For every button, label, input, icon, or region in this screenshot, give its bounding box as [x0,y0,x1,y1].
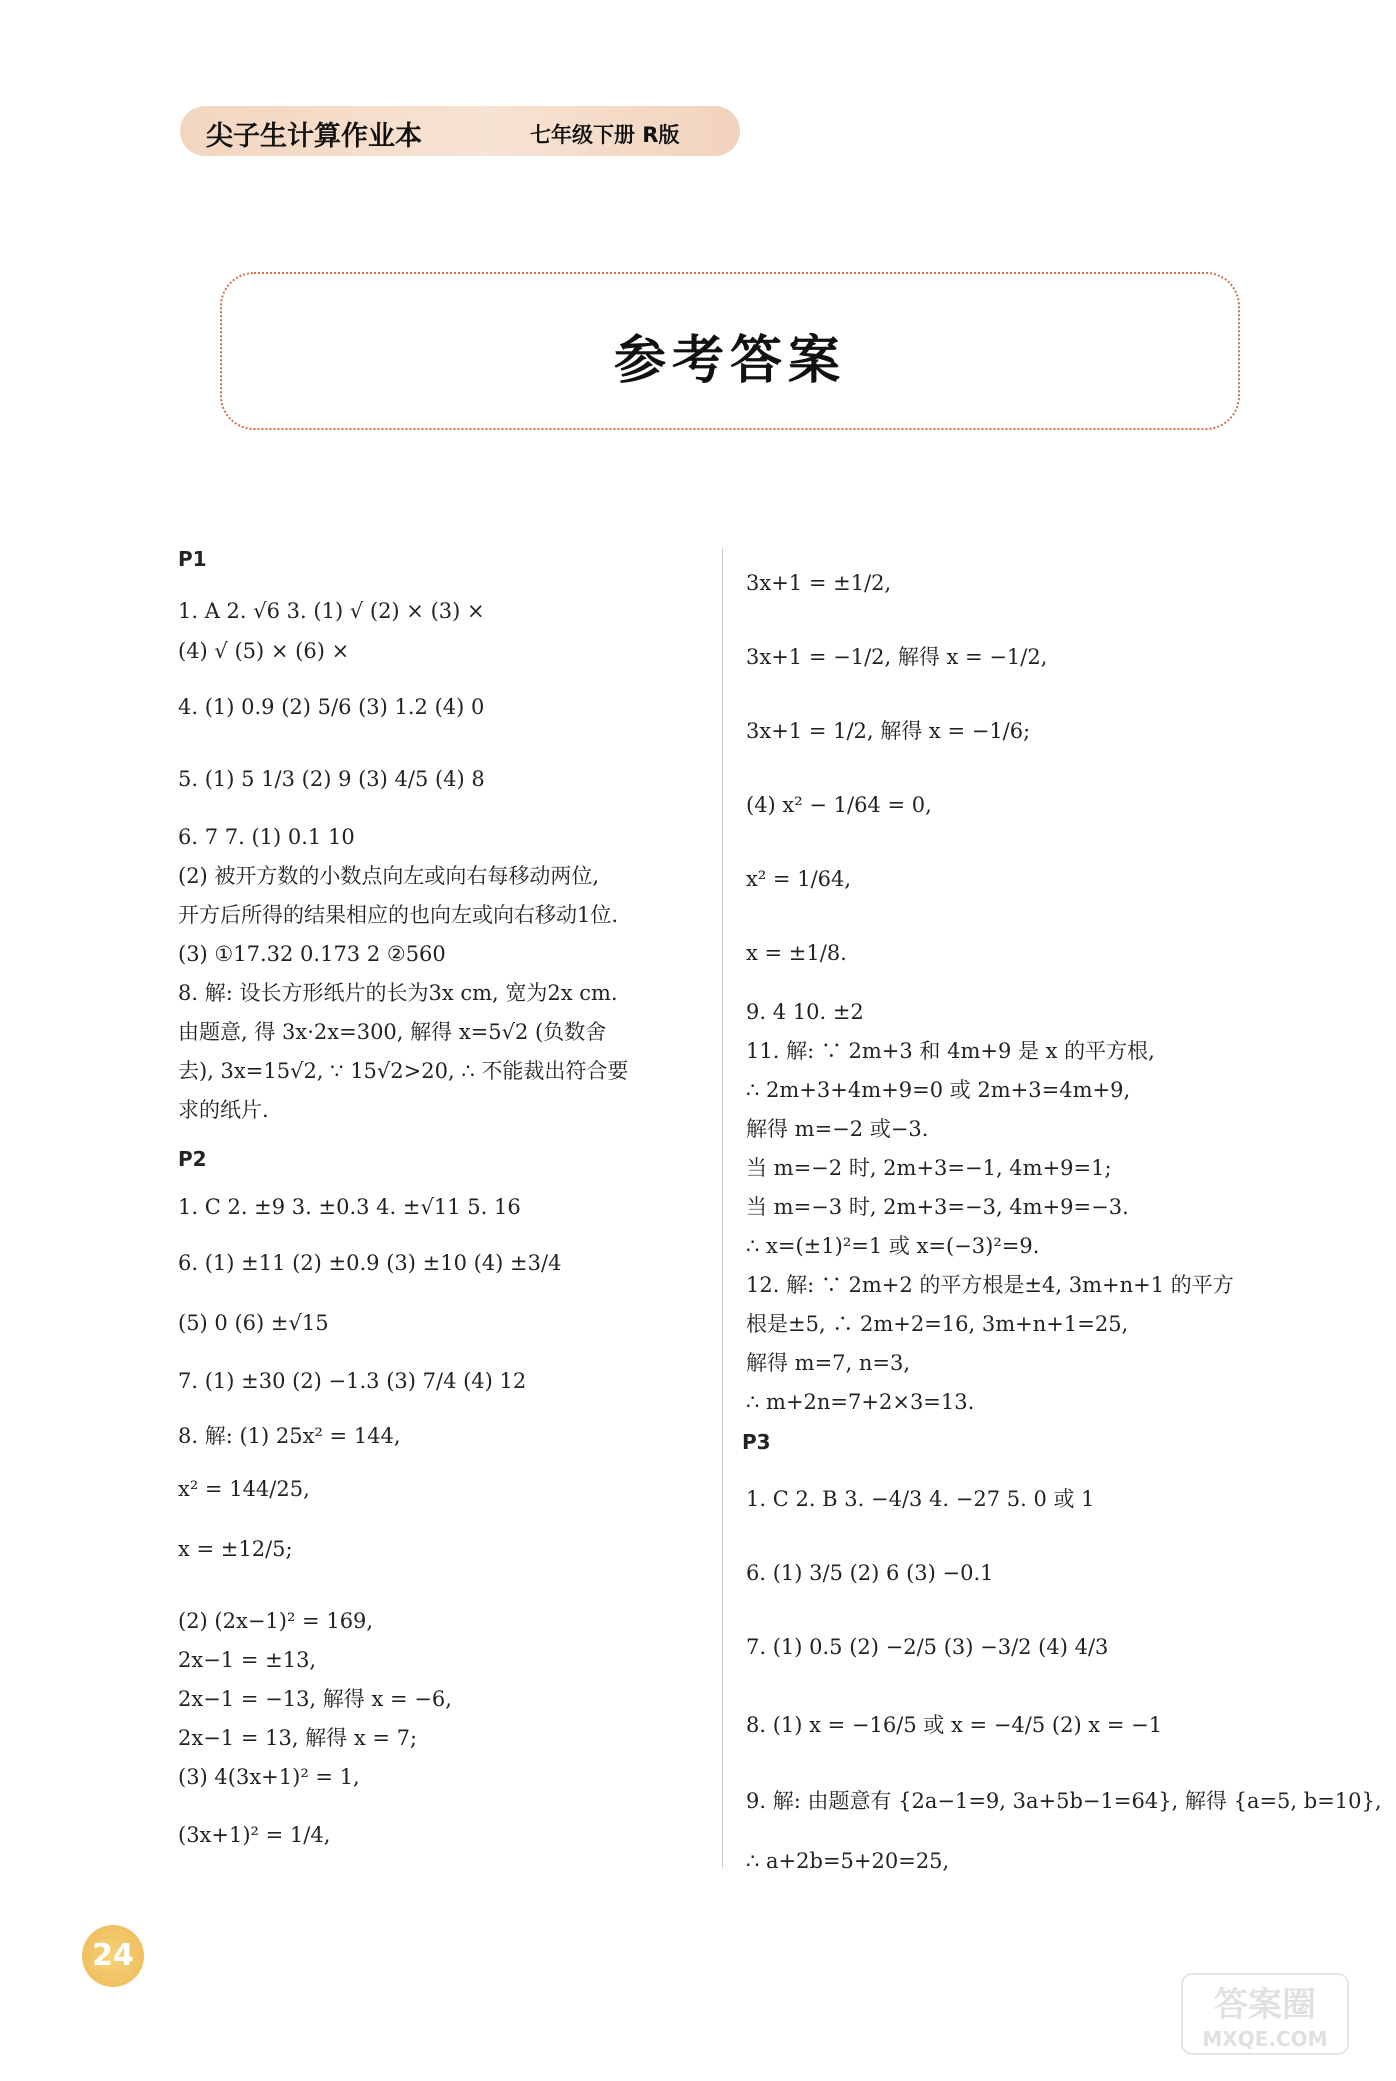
answer-line: 2x−1 = 13, 解得 x = 7; [178,1726,418,1750]
answer-line: 根是±5, ∴ 2m+2=16, 3m+n+1=25, [746,1312,1129,1336]
watermark-logo [1180,1972,1350,2056]
book-grade: 七年级下册 R版 [530,123,680,147]
answer-line: 8. 解: (1) 25x² = 144, [178,1424,401,1448]
answer-line: (5) 0 (6) ±√15 [178,1311,329,1335]
answer-line: 6. 7 7. (1) 0.1 10 [178,825,355,849]
answer-line: ∴ a+2b=5+20=25, [746,1849,950,1873]
answer-line: 去), 3x=15√2, ∵ 15√2>20, ∴ 不能裁出符合要 [178,1059,629,1083]
answer-line: 7. (1) ±30 (2) −1.3 (3) 7/4 (4) 12 [178,1369,527,1393]
answer-line: 12. 解: ∵ 2m+2 的平方根是±4, 3m+n+1 的平方 [746,1273,1234,1297]
page-number-badge: 24 [82,1925,144,1987]
answer-line: 2x−1 = ±13, [178,1648,317,1672]
answer-line: 解得 m=7, n=3, [746,1351,911,1375]
answer-line: (4) √ (5) × (6) × [178,639,350,663]
answer-line: 9. 4 10. ±2 [746,1000,864,1024]
answer-line: 1. A 2. √6 3. (1) √ (2) × (3) × [178,599,485,623]
answer-line: 11. 解: ∵ 2m+3 和 4m+9 是 x 的平方根, [746,1039,1155,1063]
answer-line: ∴ x=(±1)²=1 或 x=(−3)²=9. [746,1234,1040,1258]
answer-line: (2) 被开方数的小数点向左或向右每移动两位, [178,864,600,888]
answer-line: (2) (2x−1)² = 169, [178,1609,374,1633]
answer-line: ∴ 2m+3+4m+9=0 或 2m+3=4m+9, [746,1078,1131,1102]
section-label-p2: P2 [178,1147,207,1171]
answer-line: 解得 m=−2 或−3. [746,1117,929,1141]
answer-line: 3x+1 = 1/2, 解得 x = −1/6; [746,719,1031,743]
answer-line: x² = 1/64, [746,867,852,891]
answer-line: (4) x² − 1/64 = 0, [746,793,932,817]
answer-line: x = ±1/8. [746,941,847,965]
answer-line: 6. (1) 3/5 (2) 6 (3) −0.1 [746,1561,994,1585]
answer-line: 1. C 2. B 3. −4/3 4. −27 5. 0 或 1 [746,1487,1095,1511]
answer-line: x² = 144/25, [178,1477,310,1501]
book-title: 尖子生计算作业本 [206,121,422,152]
column-divider [722,548,723,1868]
answer-line: 5. (1) 5 1/3 (2) 9 (3) 4/5 (4) 8 [178,767,485,791]
answer-line: x = ±12/5; [178,1537,293,1561]
answer-line: (3) ①17.32 0.173 2 ②560 [178,942,446,966]
section-label-p1: P1 [178,547,207,571]
answer-line: 3x+1 = ±1/2, [746,571,892,595]
page-title: 参考答案 [613,331,846,391]
answer-line: 由题意, 得 3x·2x=300, 解得 x=5√2 (负数舍 [178,1020,607,1044]
answer-line: 8. 解: 设长方形纸片的长为3x cm, 宽为2x cm. [178,981,618,1005]
answer-line: (3x+1)² = 1/4, [178,1823,331,1847]
answer-line: 当 m=−3 时, 2m+3=−3, 4m+9=−3. [746,1195,1129,1219]
answer-line: 7. (1) 0.5 (2) −2/5 (3) −3/2 (4) 4/3 [746,1635,1109,1659]
section-label-p3: P3 [742,1430,771,1454]
answer-line: ∴ m+2n=7+2×3=13. [746,1390,975,1414]
svg-text:MXQE.COM: MXQE.COM [1202,2027,1328,2051]
answer-line: 6. (1) ±11 (2) ±0.9 (3) ±10 (4) ±3/4 [178,1251,562,1275]
book-header [180,106,740,156]
svg-text:答案圈: 答案圈 [1214,1985,1316,2025]
answer-line: 4. (1) 0.9 (2) 5/6 (3) 1.2 (4) 0 [178,695,485,719]
answer-line: 9. 解: 由题意有 {2a−1=9, 3a+5b−1=64}, 解得 {a=5, b=10}, [746,1789,1382,1813]
answer-line: 8. (1) x = −16/5 或 x = −4/5 (2) x = −1 [746,1713,1163,1737]
answer-line: 开方后所得的结果相应的也向左或向右移动1位. [178,903,619,927]
answer-line: 求的纸片. [178,1098,269,1122]
title-box [220,272,1240,430]
answer-line: 2x−1 = −13, 解得 x = −6, [178,1687,452,1711]
answer-line: 当 m=−2 时, 2m+3=−1, 4m+9=1; [746,1156,1112,1180]
answer-line: (3) 4(3x+1)² = 1, [178,1765,360,1789]
answer-line: 1. C 2. ±9 3. ±0.3 4. ±√11 5. 16 [178,1195,521,1219]
answer-line: 3x+1 = −1/2, 解得 x = −1/2, [746,645,1048,669]
